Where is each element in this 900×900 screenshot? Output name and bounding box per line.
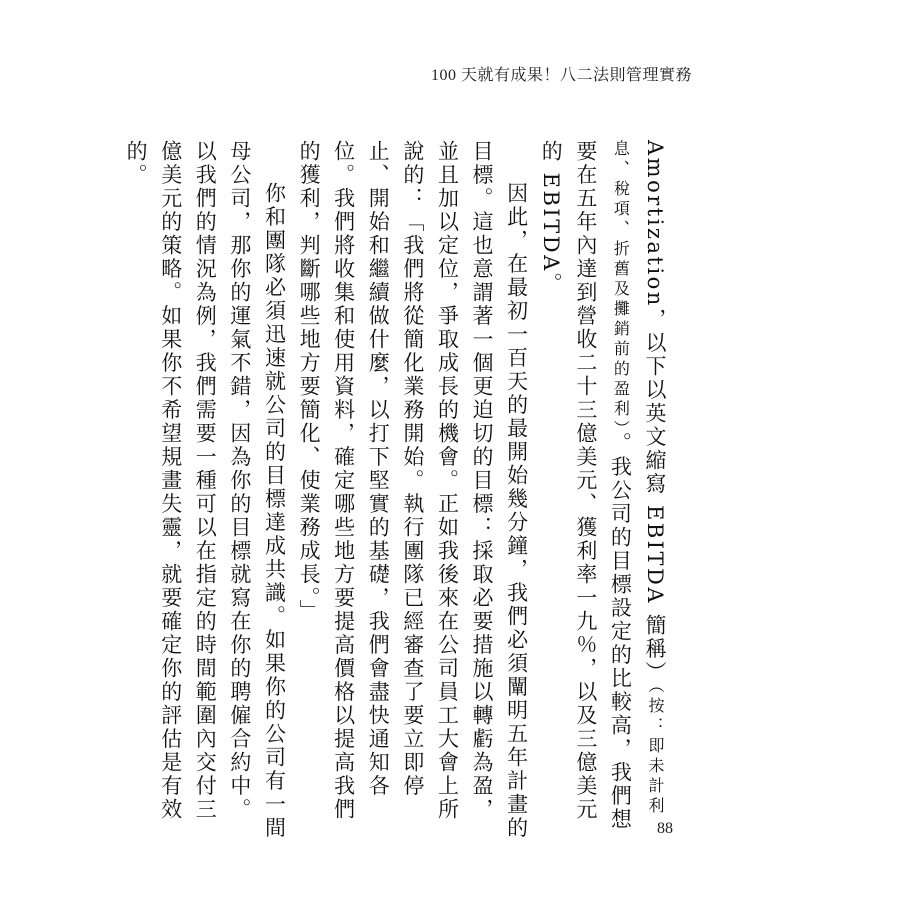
paragraph-1-start: Amortization，以下以英文縮寫 EBITDA 簡稱） (643, 140, 667, 685)
paragraph-2: 因此，在最初一百天的最開始幾分鐘，我們必須闡明五年計畫的目標。這也意謂著一個更迫切的目標：採取必要措施以轉虧為盈，並且加以定位，爭取成長的機會。正如我後來在公司員工大會上所說的：「我們將從簡化業務開始。執行團隊已經審查了要立即停止、開始和繼續做什麼，以打下堅實的基礎，我們會盡快通知各位。我們將收集和使用資料，確定哪些地方要提高價格以提高我們的獲利，判斷哪些地方要簡化、使業務成長。」 (297, 140, 529, 840)
paragraph-3: 你和團隊必須迅速就公司的目標達成共識。如果你的公司有一間母公司，那你的運氣不錯，因為你的目標就寫在你的聘僱合約中。以我們的情況為例，我們需要一種可以在指定的時間範圍內交付三億美元的策略。如果你不希望規畫失靈，就要確定你的評估是有效的。 (124, 140, 287, 840)
paragraph-1-end: 。我公司的目標設定的比較高，我們想要在五年內達到營收二十三億美元、獲利率一九％，以及三億美元的 EBITDA。 (539, 140, 633, 832)
paragraph-1 (534, 140, 672, 840)
running-header: 100 天就有成果！八二法則管理實務 (430, 67, 692, 84)
translator-note: （按：即未計利息、稅項、折舊及攤銷前的盈利） (611, 140, 665, 817)
page-number: 88 (657, 820, 673, 837)
vertical-text-body (124, 140, 672, 840)
